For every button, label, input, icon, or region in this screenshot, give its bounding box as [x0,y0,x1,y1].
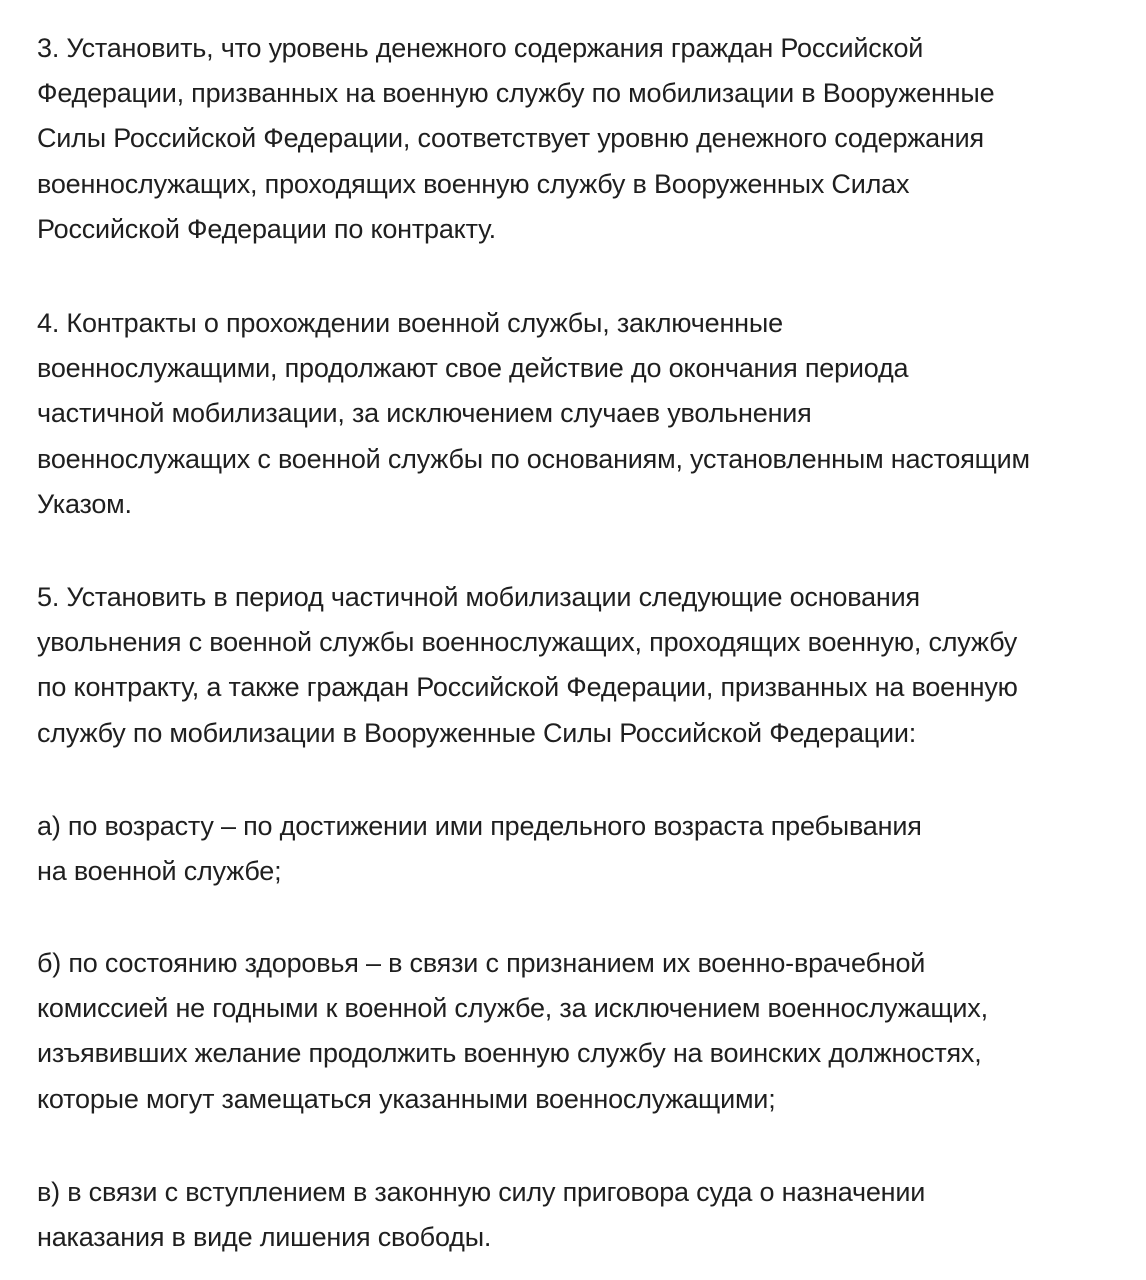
text-line: Указом. [37,488,132,519]
text-line: которые могут замещаться указанными военнослужащими; [37,1083,776,1114]
text-line: военнослужащих, проходящих военную службу в Вооруженных Силах [37,168,910,199]
text-line: увольнения с военной службы военнослужащих, проходящих военную, службу [37,627,1018,658]
paragraph-4 [37,301,1030,527]
text-line: Российской Федерации по контракту. [37,213,496,244]
text-line: по контракту, а также граждан Российской Федерации, призванных на военную [37,672,1018,703]
text-line: на военной службе; [37,856,282,887]
text-line: службу по мобилизации в Вооруженные Силы Российской Федерации: [37,717,917,748]
text-line: Федерации, призванных на военную службу по мобилизации в Вооруженные [37,78,995,109]
text-line: комиссией не годными к военной службе, за исключением военнослужащих, [37,993,988,1024]
text-line: военнослужащих с военной службы по основаниям, установленным настоящим [37,443,1030,474]
text-line: изъявивших желание продолжить военную службу на воинских должностях, [37,1038,982,1069]
text-line: военнослужащими, продолжают свое действие до окончания периода [37,353,909,384]
text-line: 5. Установить в период частичной мобилизации следующие основания [37,582,920,612]
paragraph-5 [37,575,1018,756]
text-line: частичной мобилизации, за исключением случаев увольнения [37,398,812,429]
text-line: б) по состоянию здоровья – в связи с признанием их военно-врачебной [37,948,926,978]
paragraph-5b [37,941,988,1122]
text-line: 4. Контракты о прохождении военной службы, заключенные [37,308,783,338]
text-line: 3. Установить, что уровень денежного содержания граждан Российской [37,33,924,63]
text-line: наказания в виде лишения свободы. [37,1222,492,1253]
paragraph-5a [37,804,922,894]
paragraph-3 [37,26,994,252]
paragraph-5c [37,1170,925,1260]
text-line: а) по возрасту – по достижении ими предельного возраста пребывания [37,811,922,841]
text-line: в) в связи с вступлением в законную силу приговора суда о назначении [37,1177,926,1207]
text-line: Силы Российской Федерации, соответствует уровню денежного содержания [37,123,984,154]
